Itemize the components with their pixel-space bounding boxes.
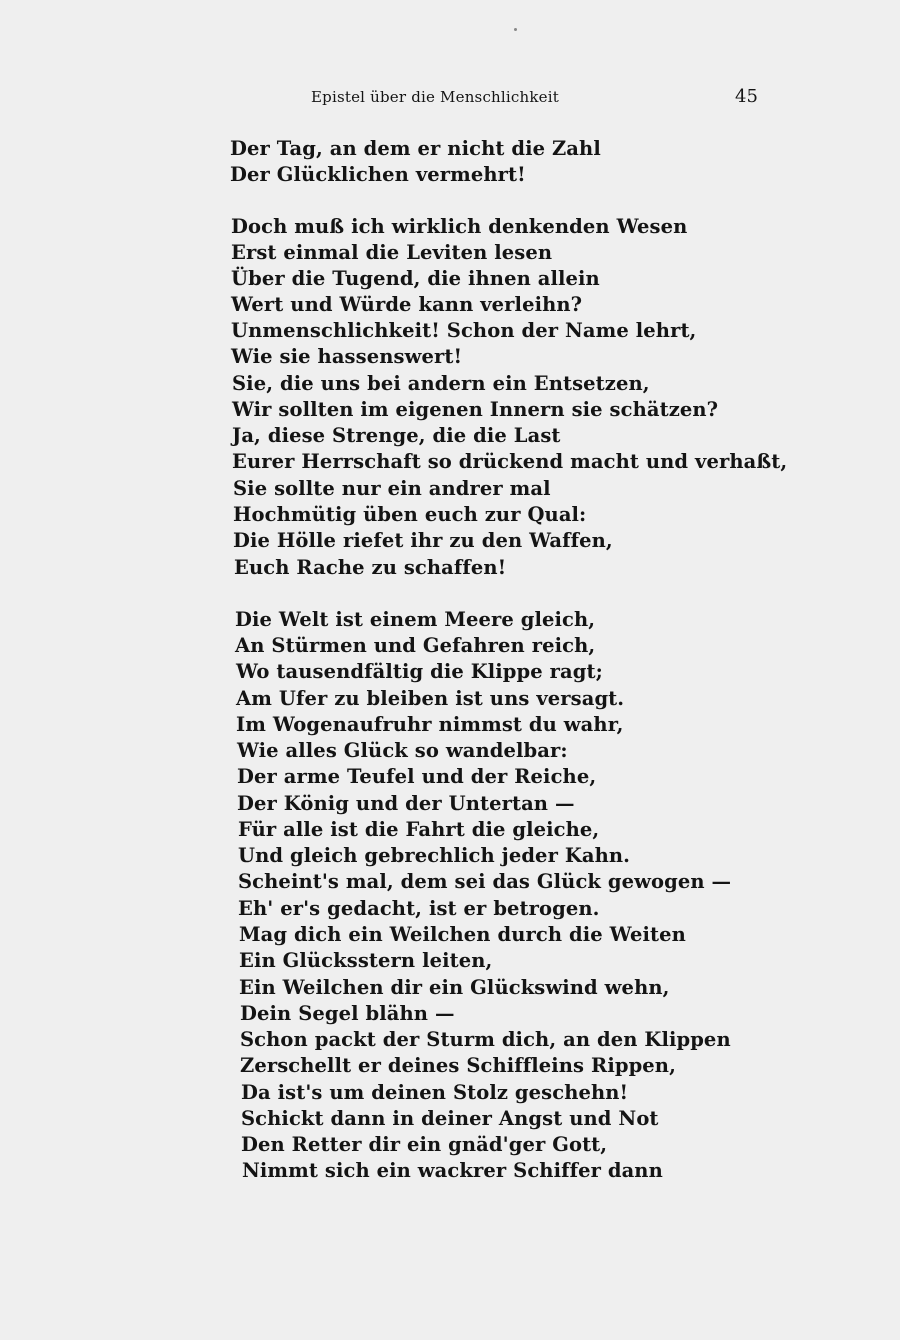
running-title: Epistel über die Menschlichkeit [311, 88, 559, 106]
verse-line: Der Glücklichen vermehrt! [230, 163, 526, 186]
verse-line: Ein Weilchen dir ein Glückswind wehn, [239, 976, 670, 999]
verse-line: Hochmütig üben euch zur Qual: [233, 503, 587, 526]
verse-line: Schon packt der Sturm dich, an den Klippen [240, 1028, 731, 1051]
verse-line: Für alle ist die Fahrt die gleiche, [238, 818, 600, 841]
verse-line: Eurer Herrschaft so drückend macht und verhaßt, [232, 450, 788, 473]
verse-line: Wo tausendfältig die Klippe ragt; [236, 660, 603, 683]
verse-line: Ja, diese Strenge, die die Last [232, 424, 561, 447]
verse-line: Der arme Teufel und der Reiche, [237, 765, 597, 788]
verse-line: Mag dich ein Weilchen durch die Weiten [239, 923, 686, 946]
verse-line: Sie sollte nur ein andrer mal [233, 477, 551, 500]
verse-line: Die Hölle riefet ihr zu den Waffen, [233, 529, 613, 552]
verse-line: Da ist's um deinen Stolz geschehn! [241, 1081, 629, 1104]
verse-line: Über die Tugend, die ihnen allein [231, 267, 600, 290]
verse-line: Wie alles Glück so wandelbar: [237, 739, 568, 762]
verse-line: Doch muß ich wirklich denkenden Wesen [231, 215, 688, 238]
verse-line: Euch Rache zu schaffen! [234, 556, 507, 579]
verse-line: Wert und Würde kann verleihn? [231, 293, 583, 316]
verse-line: Die Welt ist einem Meere gleich, [235, 608, 596, 631]
verse-line: Zerschellt er deines Schiffleins Rippen, [240, 1054, 676, 1077]
verse-line: Den Retter dir ein gnäd'ger Gott, [241, 1133, 608, 1156]
verse-line: Schickt dann in deiner Angst und Not [241, 1107, 659, 1130]
verse-line: Eh' er's gedacht, ist er betrogen. [238, 897, 600, 920]
verse-line: Nimmt sich ein wackrer Schiffer dann [242, 1159, 663, 1182]
verse-line: Der Tag, an dem er nicht die Zahl [230, 137, 601, 160]
verse-line: Unmenschlichkeit! Schon der Name lehrt, [231, 319, 697, 342]
verse-line: Am Ufer zu bleiben ist uns versagt. [236, 687, 625, 710]
verse-line: An Stürmen und Gefahren reich, [235, 634, 596, 657]
verse-line: Sie, die uns bei andern ein Entsetzen, [232, 372, 650, 395]
verse-line: Und gleich gebrechlich jeder Kahn. [238, 844, 631, 867]
verse-line: Dein Segel blähn — [240, 1002, 455, 1025]
verse-line: Im Wogenaufruhr nimmst du wahr, [236, 713, 624, 736]
verse-line: Wir sollten im eigenen Innern sie schätzen? [232, 398, 719, 421]
verse-line: Wie sie hassenswert! [231, 345, 463, 368]
paper-speck [514, 28, 517, 31]
verse-line: Ein Glücksstern leiten, [239, 949, 493, 972]
verse-line: Erst einmal die Leviten lesen [231, 241, 553, 264]
verse-line: Scheint's mal, dem sei das Glück gewogen — [238, 870, 732, 893]
verse-line: Der König und der Untertan — [237, 792, 575, 815]
page-number: 45 [735, 86, 758, 107]
